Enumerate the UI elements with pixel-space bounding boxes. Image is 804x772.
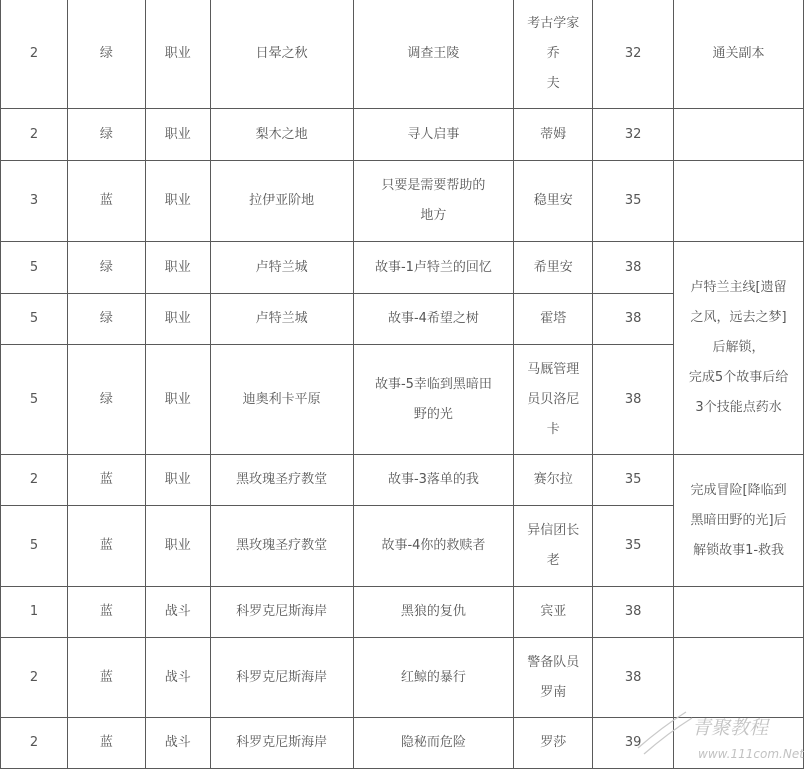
- quest-cell: [353, 455, 514, 506]
- cell-text: 职业: [164, 45, 191, 61]
- cell-text: 警备队员: [527, 654, 580, 670]
- cell-text: 38: [624, 391, 642, 407]
- cell-text: 蓝: [99, 669, 113, 685]
- grade-cell: [67, 294, 145, 345]
- cell-text: 绿: [99, 45, 113, 61]
- region-cell: [210, 161, 353, 242]
- level-cell: [1, 587, 68, 638]
- cell-text: 职业: [164, 391, 191, 407]
- cell-text: 乔: [546, 45, 560, 61]
- grade-cell: [67, 242, 145, 294]
- cell-text: 5: [29, 311, 39, 326]
- note-cell: [674, 109, 804, 161]
- region-cell: [210, 345, 353, 455]
- type-cell: [145, 638, 210, 718]
- cell-text: 35: [624, 538, 642, 553]
- cell-text: 2: [29, 126, 39, 142]
- cell-text: 异信团长: [527, 523, 580, 538]
- grade-cell: [67, 109, 145, 161]
- cell-text: 通关副本: [712, 45, 765, 61]
- cell-text: 35: [624, 472, 642, 487]
- cell-text: 后解锁，: [712, 340, 765, 355]
- grade-cell: [67, 638, 145, 718]
- grade-cell: [67, 587, 145, 638]
- cell-text: 3个技能点药水: [695, 400, 782, 415]
- cell-text: 夫: [546, 75, 560, 91]
- cell-text: 战斗: [164, 604, 191, 619]
- cell-text: 科罗克尼斯海岸: [236, 735, 328, 750]
- cell-text: 完成冒险[降临到: [690, 482, 787, 498]
- cell-text: 5: [29, 391, 39, 407]
- reward-level-cell: [593, 294, 674, 345]
- cell-text: 马厩管理: [527, 361, 580, 377]
- type-cell: [145, 294, 210, 345]
- cell-text: 员贝洛尼: [527, 391, 580, 407]
- note-cell: [674, 455, 804, 587]
- cell-text: 蓝: [99, 193, 113, 208]
- watermark-url: www.111com.Net: [698, 747, 804, 761]
- region-cell: [210, 587, 353, 638]
- level-cell: [1, 506, 68, 587]
- quest-cell: [353, 506, 514, 587]
- type-cell: [145, 455, 210, 506]
- grade-cell: [67, 161, 145, 242]
- reward-level-cell: [593, 587, 674, 638]
- cell-text: 绿: [99, 391, 113, 407]
- cell-text: 故事-3落单的我: [387, 472, 479, 487]
- cell-text: 寻人启事: [407, 126, 460, 142]
- quest-cell: [353, 242, 514, 294]
- type-cell: [145, 345, 210, 455]
- cell-text: 迪奥利卡平原: [242, 391, 321, 407]
- cell-text: 2: [29, 472, 39, 487]
- cell-text: 蓝: [99, 735, 113, 750]
- table-row: [1, 242, 804, 294]
- quest-cell: [353, 718, 514, 769]
- cell-text: 黑狼的复仇: [400, 604, 466, 619]
- cell-text: 野的光: [413, 406, 453, 422]
- cell-text: 32: [624, 45, 642, 61]
- cell-text: 梨木之地: [255, 126, 308, 142]
- npc-cell: [514, 506, 593, 587]
- cell-text: 战斗: [164, 669, 191, 685]
- cell-text: 调查王陵: [407, 45, 460, 61]
- cell-text: 隐秘而危险: [400, 735, 466, 750]
- cell-text: 职业: [164, 472, 191, 487]
- table-row: [1, 587, 804, 638]
- level-cell: [1, 455, 68, 506]
- table-row: [1, 109, 804, 161]
- cell-text: 红鲸的暴行: [400, 669, 466, 685]
- cell-text: 故事-1卢特兰的回忆: [374, 259, 492, 275]
- cell-text: 黑玫瑰圣疗教堂: [236, 472, 328, 487]
- level-cell: [1, 0, 68, 109]
- cell-text: 日晕之秋: [255, 45, 308, 61]
- note-cell: [674, 587, 804, 638]
- npc-cell: [514, 718, 593, 769]
- reward-level-cell: [593, 638, 674, 718]
- table-row: [1, 638, 804, 718]
- cell-text: 希里安: [533, 259, 573, 275]
- npc-cell: [514, 161, 593, 242]
- cell-text: 宾亚: [540, 604, 567, 619]
- region-cell: [210, 638, 353, 718]
- cell-text: 2: [29, 45, 39, 61]
- cell-text: 38: [624, 669, 642, 685]
- quest-cell: [353, 587, 514, 638]
- table-row: [1, 455, 804, 506]
- cell-text: 霍塔: [540, 311, 567, 326]
- reward-level-cell: [593, 0, 674, 109]
- npc-cell: [514, 0, 593, 109]
- note-cell: [674, 638, 804, 718]
- cell-text: 黑暗田野的光]后: [690, 512, 787, 528]
- table-row: [1, 161, 804, 242]
- cell-text: 完成5个故事后给: [688, 370, 789, 385]
- cell-text: 卡: [546, 421, 560, 437]
- note-cell: [674, 161, 804, 242]
- cell-text: 38: [624, 311, 642, 326]
- level-cell: [1, 161, 68, 242]
- cell-text: 职业: [164, 193, 191, 208]
- type-cell: [145, 718, 210, 769]
- type-cell: [145, 242, 210, 294]
- quest-cell: [353, 294, 514, 345]
- cell-text: 科罗克尼斯海岸: [236, 669, 328, 685]
- reward-level-cell: [593, 161, 674, 242]
- level-cell: [1, 638, 68, 718]
- note-cell: [674, 718, 804, 769]
- grade-cell: [67, 345, 145, 455]
- level-cell: [1, 718, 68, 769]
- cell-text: 卢特兰主线[遗留: [690, 280, 787, 295]
- cell-text: 黑玫瑰圣疗教堂: [236, 538, 328, 553]
- cell-text: 职业: [164, 126, 191, 142]
- reward-level-cell: [593, 506, 674, 587]
- note-cell: [674, 0, 804, 109]
- table-row: [1, 0, 804, 109]
- quest-cell: [353, 0, 514, 109]
- cell-text: 蓝: [99, 604, 113, 619]
- cell-text: 32: [624, 126, 642, 142]
- cell-text: 老: [546, 553, 560, 568]
- cell-text: 卢特兰城: [255, 259, 308, 275]
- npc-cell: [514, 345, 593, 455]
- type-cell: [145, 161, 210, 242]
- reward-level-cell: [593, 242, 674, 294]
- cell-text: 卢特兰城: [255, 311, 308, 326]
- cell-text: 稳里安: [533, 193, 573, 208]
- npc-cell: [514, 587, 593, 638]
- npc-cell: [514, 242, 593, 294]
- quest-cell: [353, 638, 514, 718]
- cell-text: 职业: [164, 259, 191, 275]
- cell-text: 职业: [164, 538, 191, 553]
- type-cell: [145, 0, 210, 109]
- cell-text: 故事-4希望之树: [387, 311, 479, 326]
- region-cell: [210, 294, 353, 345]
- grade-cell: [67, 506, 145, 587]
- region-cell: [210, 242, 353, 294]
- reward-level-cell: [593, 109, 674, 161]
- quest-cell: [353, 161, 514, 242]
- cell-text: 故事-4你的救赎者: [381, 538, 486, 553]
- npc-cell: [514, 638, 593, 718]
- cell-text: 绿: [99, 126, 113, 142]
- cell-text: 38: [624, 259, 642, 275]
- type-cell: [145, 109, 210, 161]
- type-cell: [145, 506, 210, 587]
- cell-text: 考古学家: [527, 15, 580, 31]
- cell-text: 2: [29, 735, 39, 750]
- reward-level-cell: [593, 345, 674, 455]
- cell-text: 解锁故事1-救我: [693, 542, 785, 558]
- cell-text: 科罗克尼斯海岸: [236, 604, 328, 619]
- npc-cell: [514, 455, 593, 506]
- type-cell: [145, 587, 210, 638]
- cell-text: 罗南: [540, 684, 567, 700]
- cell-text: 之风，远去之梦]: [690, 310, 787, 325]
- level-cell: [1, 242, 68, 294]
- grade-cell: [67, 718, 145, 769]
- table-row: [1, 718, 804, 769]
- region-cell: [210, 506, 353, 587]
- cell-text: 战斗: [164, 735, 191, 750]
- level-cell: [1, 345, 68, 455]
- region-cell: [210, 455, 353, 506]
- region-cell: [210, 718, 353, 769]
- grade-cell: [67, 0, 145, 109]
- cell-text: 职业: [164, 311, 191, 326]
- cell-text: 35: [624, 193, 642, 208]
- cell-text: 蓝: [99, 538, 113, 553]
- quest-cell: [353, 109, 514, 161]
- cell-text: 只要是需要帮助的: [381, 178, 486, 193]
- cell-text: 罗莎: [540, 735, 567, 750]
- cell-text: 38: [624, 604, 642, 619]
- cell-text: 2: [29, 669, 39, 685]
- cell-text: 蓝: [99, 472, 113, 487]
- cell-text: 赛尔拉: [533, 472, 573, 487]
- note-cell: [674, 242, 804, 455]
- level-cell: [1, 109, 68, 161]
- cell-text: 1: [29, 604, 39, 619]
- cell-text: 5: [29, 538, 39, 553]
- cell-text: 地方: [420, 208, 447, 223]
- cell-text: 拉伊亚阶地: [249, 193, 315, 208]
- region-cell: [210, 109, 353, 161]
- grade-cell: [67, 455, 145, 506]
- cell-text: 绿: [99, 259, 113, 275]
- level-cell: [1, 294, 68, 345]
- cell-text: 绿: [99, 311, 113, 326]
- cell-text: 蒂姆: [540, 126, 567, 142]
- region-cell: [210, 0, 353, 109]
- npc-cell: [514, 109, 593, 161]
- cell-text: 3: [29, 193, 39, 208]
- npc-cell: [514, 294, 593, 345]
- cell-text: 故事-5幸临到黑暗田: [374, 376, 492, 392]
- reward-level-cell: [593, 455, 674, 506]
- cell-text: 5: [29, 259, 39, 275]
- quest-cell: [353, 345, 514, 455]
- reward-level-cell: [593, 718, 674, 769]
- watermark-brand: 青聚教程: [692, 717, 769, 739]
- cell-text: 39: [624, 735, 642, 750]
